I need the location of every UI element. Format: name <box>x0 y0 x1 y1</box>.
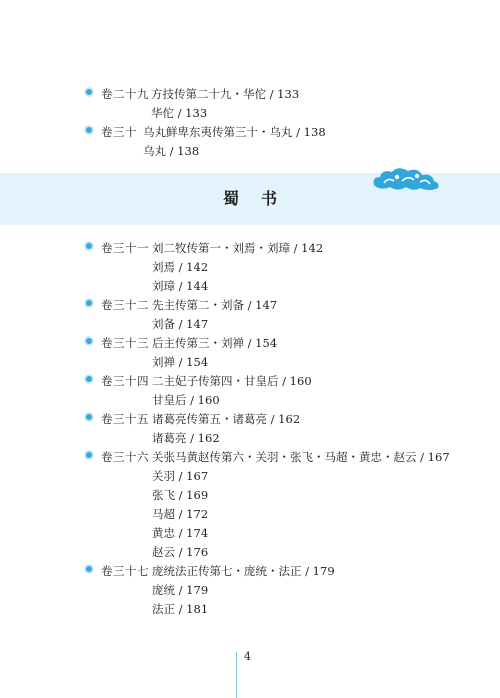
entry-title: 乌丸鲜卑东夷传第三十・乌丸 / 138 <box>143 125 326 139</box>
bullet-icon <box>86 414 92 420</box>
cloud-ornament-icon <box>370 163 442 193</box>
volume-label: 卷二十九 <box>101 87 149 101</box>
volume-label: 卷三十二 <box>101 298 149 312</box>
volume-label: 卷三十五 <box>101 412 149 426</box>
subentry-text: 刘璋 / 144 <box>152 279 209 293</box>
page-number: 4 <box>244 650 251 663</box>
subentry-text: 黄忠 / 174 <box>152 526 209 540</box>
bullet-icon <box>86 452 92 458</box>
volume-label: 卷三十 <box>101 125 137 139</box>
volume-label: 卷三十四 <box>101 374 149 388</box>
subentry-text: 华佗 / 133 <box>151 106 208 120</box>
subentry-text: 法正 / 181 <box>152 602 209 616</box>
subentry-text: 赵云 / 176 <box>152 545 209 559</box>
entry-title: 庞统法正传第七・庞统・法正 / 179 <box>152 564 335 578</box>
bullet-icon <box>86 376 92 382</box>
subentry-text: 张飞 / 169 <box>152 488 209 502</box>
entry-title: 诸葛亮传第五・诸葛亮 / 162 <box>152 412 301 426</box>
volume-label: 卷三十六 <box>101 450 149 464</box>
entry-title: 刘二牧传第一・刘焉・刘璋 / 142 <box>152 241 324 255</box>
entry-title: 关张马黄赵传第六・关羽・张飞・马超・黄忠・赵云 / 167 <box>152 450 450 464</box>
subentry-text: 刘备 / 147 <box>152 317 209 331</box>
subentry-text: 甘皇后 / 160 <box>152 393 220 407</box>
subentry-text: 乌丸 / 138 <box>143 144 200 158</box>
subentry-text: 诸葛亮 / 162 <box>152 431 220 445</box>
subentry-text: 马超 / 172 <box>152 507 209 521</box>
subentry-text: 刘焉 / 142 <box>152 260 209 274</box>
entry-title: 二主妃子传第四・甘皇后 / 160 <box>152 374 312 388</box>
footer-divider <box>236 652 237 698</box>
volume-label: 卷三十七 <box>101 564 149 578</box>
entry-title: 先主传第二・刘备 / 147 <box>152 298 278 312</box>
bullet-icon <box>86 89 92 95</box>
subentry-text: 庞统 / 179 <box>152 583 209 597</box>
bullet-icon <box>86 300 92 306</box>
subentry-text: 刘禅 / 154 <box>152 355 209 369</box>
volume-label: 卷三十一 <box>101 241 149 255</box>
bullet-icon <box>86 566 92 572</box>
entry-title: 后主传第三・刘禅 / 154 <box>152 336 278 350</box>
bullet-icon <box>86 338 92 344</box>
bullet-icon <box>86 127 92 133</box>
bullet-icon <box>86 243 92 249</box>
entry-title: 方技传第二十九・华佗 / 133 <box>151 87 300 101</box>
volume-label: 卷三十三 <box>101 336 149 350</box>
section-title: 蜀书 <box>222 189 299 208</box>
subentry-text: 关羽 / 167 <box>152 469 209 483</box>
